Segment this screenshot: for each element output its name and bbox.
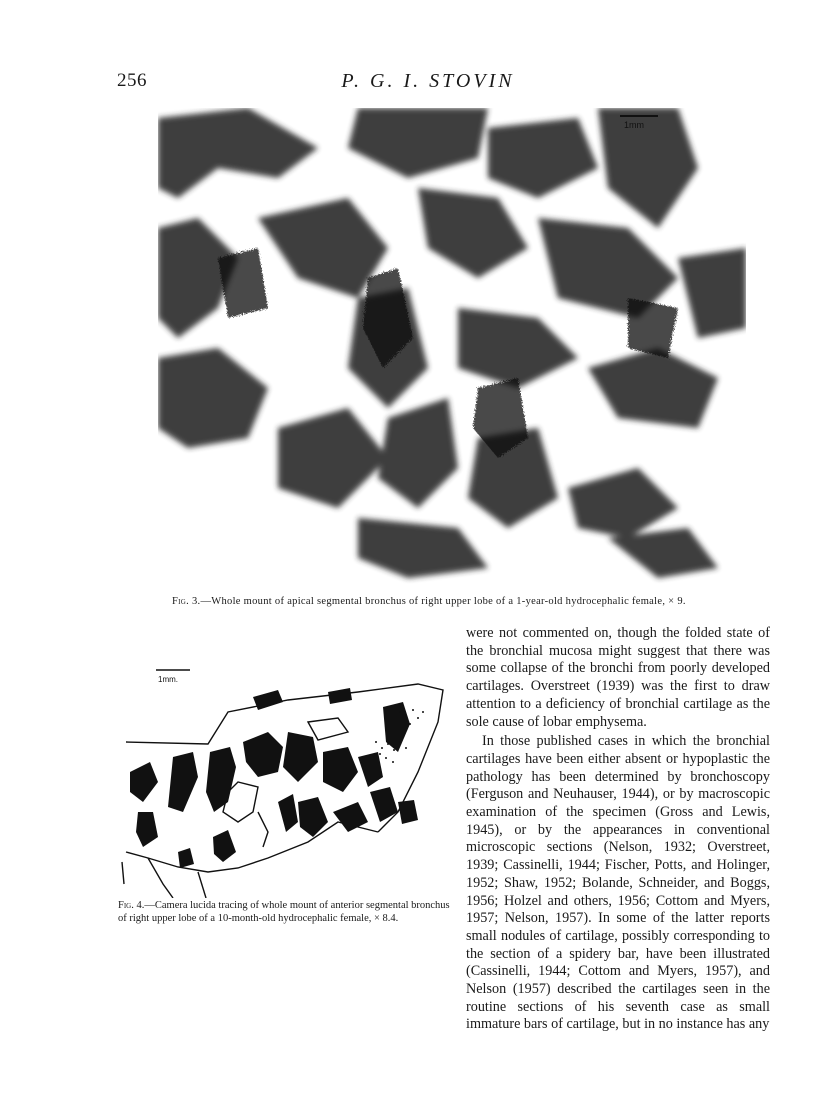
figure-4-drawing <box>118 662 458 898</box>
scale-label-3: 1mm <box>624 120 644 130</box>
scale-label-4: 1mm. <box>158 675 178 684</box>
running-head: P. G. I. STOVIN <box>341 70 515 92</box>
scale-bar-4 <box>156 670 190 684</box>
figure-3-caption-text: —Whole mount of apical segmental bronchus of right upper lobe of a 1-year-old hydrocephalic female, × 9. <box>200 596 686 607</box>
paragraph: In those published cases in which the bronchial cartilages have been either absent or hypoplastic the pathology has been determined by bronchoscopy (Ferguson and Neuhauser, 1944), or by macroscopic examination of the specimen (Gross and Lewis, 1945), or by the appearances in conventional microscopic sections (Nelson, 1932; Overstreet, 1939; Cassinelli, 1944; Fischer, Potts, and Holinger, 1952; Shaw, 1952; Bolande, Schneider, and Boggs, 1956; Holzel and others, 1956; Cottom and Myers, 1957; Nelson, 1957). In some of the latter reports small nodules of cartilage, possibly corresponding to the section of a spidery bar, have been illustrated (Cassinelli, 1944; Cottom and Myers, 1957), and Nelson (1957) described the cartilages seen in the routine sections of his seventh case as small immature bars of cartilage, but in no instance has any <box>466 733 770 1033</box>
figure-3-label: Fig. 3. <box>172 596 201 607</box>
page-number: 256 <box>117 70 147 91</box>
figure-3-caption <box>172 596 772 607</box>
figure-4-label: Fig. 4. <box>118 900 145 911</box>
figure-4-tracing <box>118 662 458 898</box>
body-text-column <box>466 625 770 1034</box>
figure-3-photomicrograph <box>158 108 746 586</box>
figure-3-image <box>158 108 746 586</box>
figure-4-caption-text: —Camera lucida tracing of whole mount of anterior segmental bronchus of right upper lobe of a 10-month-old hydrocephalic female, × 8.4. <box>118 900 450 924</box>
paragraph-continued: were not commented on, though the folded state of the bronchial mucosa might suggest that there was some collapse of the bronchi from poorly developed cartilages. Overstreet (1939) was the first to draw attention to a deficiency of bronchial cartilage as the sole cause of lobar emphysema. <box>466 625 770 730</box>
figure-4-caption <box>118 900 458 925</box>
